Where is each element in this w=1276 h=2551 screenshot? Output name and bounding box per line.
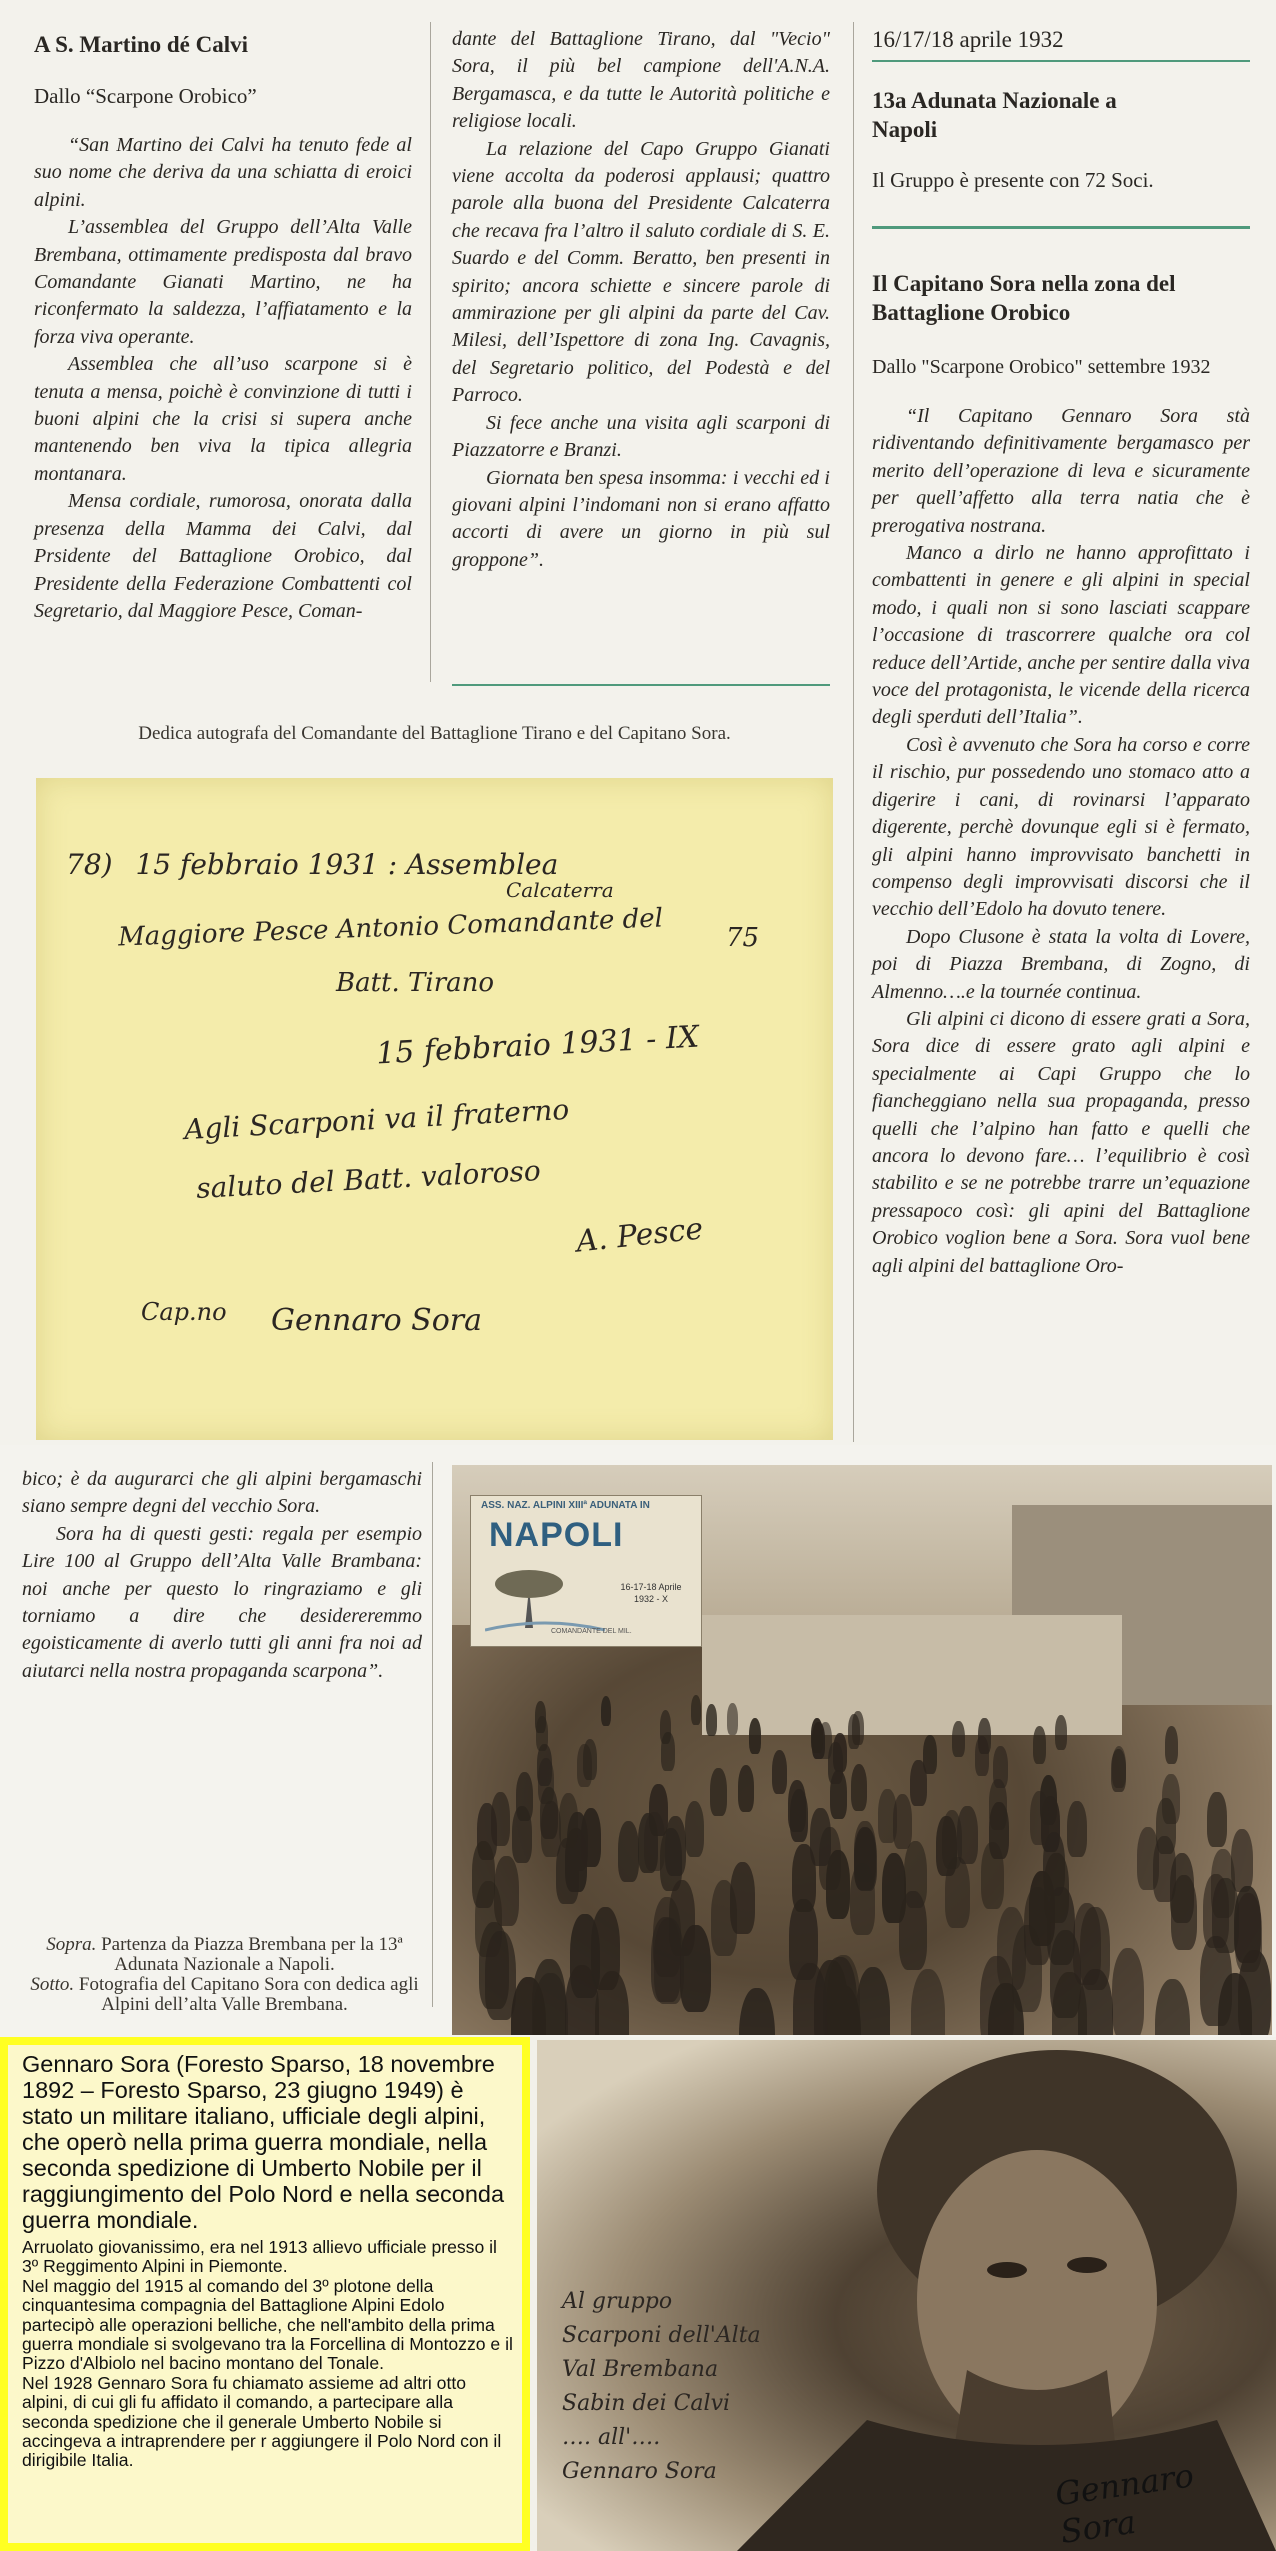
person-silhouette bbox=[1238, 1950, 1271, 2036]
stamp-city: NAPOLI bbox=[489, 1516, 624, 1554]
person-silhouette bbox=[711, 1880, 738, 1956]
person-silhouette bbox=[516, 1772, 533, 1821]
person-silhouette bbox=[851, 1764, 868, 1811]
person-silhouette bbox=[1067, 1801, 1087, 1857]
person-silhouette bbox=[1044, 1853, 1068, 1923]
sora-portrait-photo bbox=[537, 2040, 1276, 2551]
dedica-line: …. all'…. bbox=[562, 2425, 661, 2450]
person-silhouette bbox=[811, 1718, 823, 1754]
person-silhouette bbox=[570, 1914, 600, 1999]
person-silhouette bbox=[1207, 1792, 1226, 1846]
sora-source: Dallo "Scarpone Orobico" settembre 1932 bbox=[872, 356, 1211, 378]
person-silhouette bbox=[826, 1850, 850, 1919]
note-line: Maggiore Pesce Antonio Comandante del bbox=[117, 903, 664, 953]
signature-prefix: Cap.no bbox=[141, 1298, 227, 1326]
paragraph: Assemblea che all’uso scarpone si è tenuta a mensa, poichè è convinzione di tutti i buoni alpini che la crisi si supera anche mantenendo ben viva la tipica allegria montanara. bbox=[34, 353, 412, 485]
person-silhouette bbox=[581, 1808, 601, 1866]
caption-label: Sotto. bbox=[30, 1974, 75, 1995]
person-silhouette bbox=[848, 1714, 860, 1749]
paragraph: Manco a dirlo ne hanno approfittato i combattenti in genere e gli alpini in special modo, i quali non si sono lasciati scappare l’occasione di trascorrere qualche ora col reduce dell’Artide, anche per sentire dalla viva voce del protagonista, le vicende della ricerca degli sperduti dell’Italia”. bbox=[872, 542, 1250, 729]
person-silhouette bbox=[830, 1770, 847, 1819]
caption-sotto bbox=[22, 1975, 427, 2015]
person-silhouette bbox=[1055, 1715, 1067, 1750]
person-silhouette bbox=[989, 1802, 1009, 1859]
dedica-line: Al gruppo bbox=[562, 2289, 673, 2314]
person-silhouette bbox=[738, 1765, 755, 1812]
paragraph: “San Martino dei Calvi ha tenuto fede al suo nome che deriva da una schiatta di eroici alpini. bbox=[34, 134, 412, 211]
green-divider bbox=[452, 684, 830, 686]
right-column bbox=[872, 26, 1250, 1280]
paragraph: La relazione del Capo Gruppo Gianati viene accolta da poderosi applausi; quattro parole alla buona del Presidente Calcaterra che recava fra l’altro il saluto cordiale di S. E. Suardo e del Comm. Beratto, ben presenti in spirito; ancora schiette e sincere parole di ammirazione per gli alpini da parte del Cav. Milesi, dell’Ispettore di zona Ing. Cavagnis, del Segretario politico, del Podestà e del Parroco. bbox=[452, 137, 830, 407]
person-silhouette bbox=[790, 1789, 809, 1842]
person-silhouette bbox=[618, 1821, 640, 1882]
sora-signature: Gennaro Sora bbox=[271, 1303, 483, 1338]
green-rule bbox=[872, 60, 1250, 62]
note-heading: 15 febbraio 1931 : Assemblea bbox=[135, 848, 559, 881]
photo-captions bbox=[22, 1935, 427, 2015]
bio-intro: Gennaro Sora (Foresto Sparso, 18 novembre 1892 – Foresto Sparso, 23 giugno 1949) è stato un militare italiano, ufficiale degli alpini, che operò nella prima guerra mondiale, nella seconda spedizione di Umberto Nobile per il raggiungimento del Polo Nord e nella seconda guerra mondiale. bbox=[22, 2051, 505, 2233]
note-line: Batt. Tirano bbox=[336, 968, 495, 998]
handwritten-note-image bbox=[36, 778, 833, 1440]
column-divider bbox=[853, 22, 854, 1442]
dedica-line: Scarponi dell'Alta bbox=[562, 2323, 761, 2348]
person-silhouette bbox=[1012, 1925, 1043, 2012]
person-silhouette bbox=[910, 1760, 926, 1806]
bio-paragraph: Arruolato giovanissimo, era nel 1913 allievo ufficiale presso il 3º Reggimento Alpini in Piemonte. bbox=[22, 2237, 497, 2277]
paragraph: Si fece anche una visita agli scarponi di Piazzatorre e Branzi. bbox=[452, 411, 830, 462]
stamp-header: ASS. NAZ. ALPINI XIIIª ADUNATA IN bbox=[481, 1500, 650, 1511]
column-divider bbox=[432, 1462, 433, 2007]
person-silhouette bbox=[993, 1746, 1008, 1789]
dedica-line: Sabin dei Calvi bbox=[562, 2391, 731, 2416]
article-title: A S. Martino dé Calvi bbox=[34, 32, 249, 57]
person-silhouette bbox=[957, 1806, 977, 1864]
stamp-dates: 16-17-18 Aprile 1932 - X bbox=[620, 1582, 682, 1604]
person-silhouette bbox=[878, 1789, 897, 1843]
person-silhouette bbox=[601, 1696, 612, 1726]
portrait-dedica bbox=[562, 2285, 761, 2489]
note-line: 15 febbraio 1931 - IX bbox=[375, 1019, 700, 1072]
person-silhouette bbox=[827, 1955, 860, 2035]
middle-column bbox=[452, 26, 830, 574]
paragraph: Dopo Clusone è stata la volta di Lovere, poi di Piazza Brembana, di Zogno, di Almenno….e la tournée continua. bbox=[872, 925, 1250, 1003]
sora-title: Il Capitano Sora nella zona del Battaglione Orobico bbox=[872, 271, 1176, 325]
person-silhouette bbox=[665, 1816, 686, 1876]
paragraph: Sora ha di questi gesti: regala per esempio Lire 100 al Gruppo dell’Alta Valle Brambana: noi anche per questo lo ringraziamo e gli torniamo a dire che desidereremmo egoisticamente di averlo tutti gli anni fra noi ad aiutarci nella nostra propaganda scarpona”. bbox=[22, 1522, 422, 1682]
person-silhouette bbox=[644, 1812, 665, 1871]
note-number: 75 bbox=[726, 923, 760, 953]
person-silhouette bbox=[945, 1857, 970, 1928]
person-silhouette bbox=[911, 1969, 945, 2035]
crowd-photo bbox=[452, 1465, 1272, 2035]
green-rule bbox=[872, 226, 1250, 229]
person-silhouette bbox=[1111, 1749, 1126, 1792]
note-prefix: 78) bbox=[66, 848, 113, 881]
person-silhouette bbox=[706, 1704, 717, 1736]
person-silhouette bbox=[1171, 1875, 1197, 1950]
note-correction: Calcaterra bbox=[506, 878, 614, 902]
person-silhouette bbox=[1156, 1798, 1176, 1854]
person-silhouette bbox=[669, 1880, 696, 1956]
biography-box bbox=[0, 2037, 530, 2551]
bio-details bbox=[8, 2233, 522, 2471]
person-silhouette bbox=[1165, 1726, 1178, 1764]
note-line: Agli Scarponi va il fraterno bbox=[183, 1092, 570, 1147]
person-silhouette bbox=[685, 1801, 705, 1857]
caption-label: Sopra. bbox=[46, 1934, 97, 1955]
dedica-caption: Dedica autografa del Comandante del Battaglione Tirano e del Capitano Sora. bbox=[138, 723, 731, 744]
person-silhouette bbox=[856, 1967, 890, 2035]
caption-text: Partenza da Piazza Brembana per la 13ª Adunata Nazionale a Napoli. bbox=[101, 1934, 403, 1975]
adunata-title: 13a Adunata Nazionale a Napoli bbox=[872, 88, 1117, 142]
person-silhouette bbox=[1203, 1874, 1229, 1949]
stamp-footer: COMANDANTE DEL MIL. bbox=[551, 1628, 632, 1635]
bottom-left-column bbox=[22, 1466, 422, 1685]
person-silhouette bbox=[1155, 1979, 1190, 2035]
person-silhouette bbox=[1030, 1791, 1049, 1845]
person-silhouette bbox=[710, 1768, 727, 1816]
portrait-signature: Gennaro Sora bbox=[1052, 2456, 1197, 2551]
person-silhouette bbox=[772, 1750, 787, 1794]
paragraph: Giornata ben spesa insomma: i vecchi ed i giovani alpini l’indomani non si erano affatto accorti di avere un giorno in più sul groppone”. bbox=[452, 466, 830, 571]
tree-icon bbox=[485, 1558, 605, 1638]
person-silhouette bbox=[855, 1828, 877, 1891]
napoli-stamp bbox=[470, 1495, 702, 1647]
person-silhouette bbox=[739, 1988, 775, 2035]
person-silhouette bbox=[793, 1963, 827, 2035]
sora-body bbox=[872, 403, 1250, 1280]
caption-sopra bbox=[22, 1935, 427, 1975]
person-silhouette bbox=[485, 1931, 516, 2020]
note-signature: A. Pesce bbox=[574, 1211, 705, 1260]
dedica-line: Val Brembana bbox=[562, 2357, 719, 2382]
person-silhouette bbox=[541, 1801, 561, 1857]
adunata-text: Il Gruppo è presente con 72 Soci. bbox=[872, 168, 1154, 192]
paragraph: Gli alpini ci dicono di essere grati a Sora, Sora dice di essere grato agli alpini e specialmente ai Capi Gruppo che lo fiancheggiano nella sua propaganda, presso quelli che l’alpino han fatto e quelli che ancora lo devono fare… l’equilibrio è così stabilito e se ne potrebbe trarre un’equazione pressapoco così: gli apini del Battaglione Orobico voglion bene a Sora. Sora vuol bene agli alpini del battaglione Oro- bbox=[872, 1007, 1250, 1277]
person-silhouette bbox=[559, 1793, 578, 1848]
paragraph: “Il Capitano Gennaro Sora stà ridiventando definitivamente bergamasco per merito dell’operazione di leva e sicuramente per quell’affetto alla terra natia che è prerogativa nostrana. bbox=[872, 405, 1250, 537]
caption-text: Fotografia del Capitano Sora con dedica agli Alpini dell’alta Valle Brembana. bbox=[78, 1974, 419, 2015]
dedica-line: Gennaro Sora bbox=[562, 2459, 717, 2484]
person-silhouette bbox=[952, 1721, 965, 1757]
date-heading: 16/17/18 aprile 1932 bbox=[872, 27, 1064, 52]
person-silhouette bbox=[749, 1718, 762, 1754]
person-silhouette bbox=[595, 1971, 630, 2035]
person-silhouette bbox=[792, 1844, 816, 1911]
person-silhouette bbox=[975, 1736, 989, 1776]
person-silhouette bbox=[583, 1739, 597, 1780]
article-body bbox=[34, 132, 412, 625]
person-silhouette bbox=[661, 1732, 675, 1771]
person-silhouette bbox=[882, 1853, 906, 1923]
person-silhouette bbox=[1033, 1726, 1046, 1764]
paragraph: L’assemblea del Gruppo dell’Alta Valle Brembana, ottimamente predisposta dal bravo Comandante Gianati Martino, ne ha riconfermato la saldezza, l’affiatamento e la forza viva operante. bbox=[34, 216, 412, 348]
note-line bbox=[66, 848, 558, 881]
person-silhouette bbox=[691, 1695, 702, 1725]
paragraph: Mensa cordiale, rumorosa, onorata dalla presenza della Mamma dei Calvi, dal Prsidente del Battaglione Orobico, dal Presidente della Federazione Combattenti col Segretario, dal Maggiore Pesce, Coman- bbox=[34, 490, 412, 622]
paragraph: bico; è da augurarci che gli alpini bergamaschi siano sempre degni del vecchio Sora. bbox=[22, 1468, 422, 1518]
person-silhouette bbox=[727, 1703, 738, 1735]
left-column bbox=[34, 30, 412, 625]
column-divider bbox=[430, 22, 431, 682]
person-silhouette bbox=[1112, 1948, 1145, 2035]
person-silhouette bbox=[1073, 1903, 1102, 1985]
paragraph: dante del Battaglione Tirano, dal "Vecio" Sora, il più bel campione dell'A.N.A. Bergamasca, e da tutte le Autorità politiche e religiose locali. bbox=[452, 28, 830, 133]
bio-paragraph: Nel maggio del 1915 al comando del 3º plotone della cinquantesima compagnia del Battaglione Alpini Edolo partecipò alle operazioni belliche, che nell'ambito della prima guerra mondiale si svolgevano tra la Forcellina di Montozzo e il Pizzo d'Albiolo nel bacino montano del Tonale. bbox=[22, 2275, 513, 2374]
bio-paragraph: Nel 1928 Gennaro Sora fu chiamato assieme ad altri otto alpini, di cui gli fu affidato il comando, a partecipare alla seconda spedizione che il generale Umberto Nobile si accingeva a intraprendere per r aggiungere il Polo Nord con il dirigibile Italia. bbox=[22, 2372, 502, 2471]
article-source: Dallo “Scarpone Orobico” bbox=[34, 84, 257, 108]
paragraph: Così è avvenuto che Sora ha corso e corre il rischio, pur possedendo uno stomaco atto a digerire i cani, di rovinarsi l’apparato digerente, perchè dovunque egli si è fermato, gli alpini hanno improvvisato banchetti in compenso degli improvvisati discorsi che il vecchio dell’Edolo ha dovuto tenere. bbox=[872, 733, 1250, 921]
note-line: saluto del Batt. valoroso bbox=[195, 1154, 542, 1205]
